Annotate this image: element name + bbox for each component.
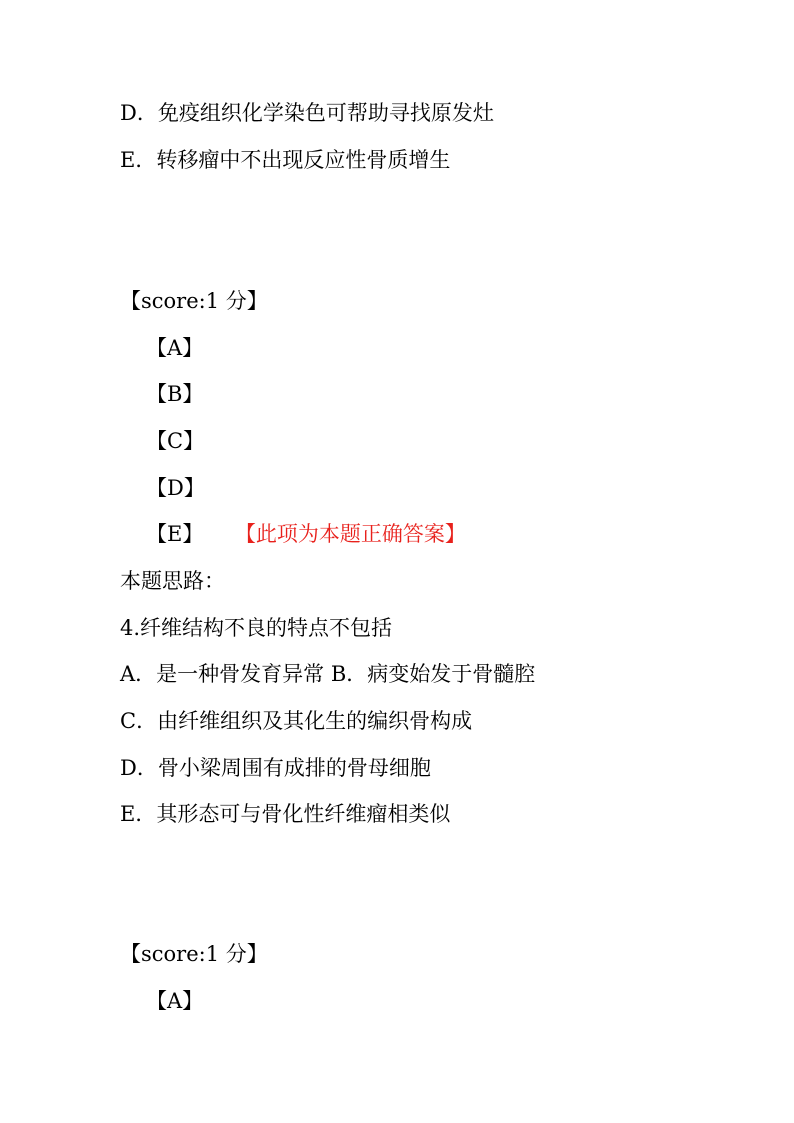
q3-choice-e[interactable]: 【E】 bbox=[146, 522, 204, 546]
q4-choice-a[interactable]: 【A】 bbox=[146, 989, 204, 1013]
correct-answer-marker: 【此项为本题正确答案】 bbox=[245, 522, 466, 546]
q4-option-d: D．骨小梁周围有成排的骨母细胞 bbox=[120, 756, 431, 780]
q4-option-c: C．由纤维组织及其化生的编织骨构成 bbox=[120, 709, 473, 733]
q3-option-e: E．转移瘤中不出现反应性骨质增生 bbox=[120, 148, 451, 172]
q3-choice-a[interactable]: 【A】 bbox=[146, 336, 204, 360]
q4-option-e: E．其形态可与骨化性纤维瘤相类似 bbox=[120, 802, 451, 826]
q3-option-d: D．免疫组织化学染色可帮助寻找原发灶 bbox=[120, 101, 494, 125]
q4-option-ab: A．是一种骨发育异常 B．病变始发于骨髓腔 bbox=[120, 662, 536, 686]
q3-choice-e-row[interactable] bbox=[146, 520, 466, 548]
q3-score: 【score:1 分】 bbox=[120, 289, 268, 313]
q3-choice-c[interactable]: 【C】 bbox=[146, 429, 205, 453]
q3-choice-d[interactable]: 【D】 bbox=[146, 476, 205, 500]
explanation-label: 本题思路： bbox=[120, 569, 225, 593]
q4-score: 【score:1 分】 bbox=[120, 942, 268, 966]
q4-stem: 4.纤维结构不良的特点不包括 bbox=[120, 616, 393, 640]
q3-choice-b[interactable]: 【B】 bbox=[146, 382, 204, 406]
